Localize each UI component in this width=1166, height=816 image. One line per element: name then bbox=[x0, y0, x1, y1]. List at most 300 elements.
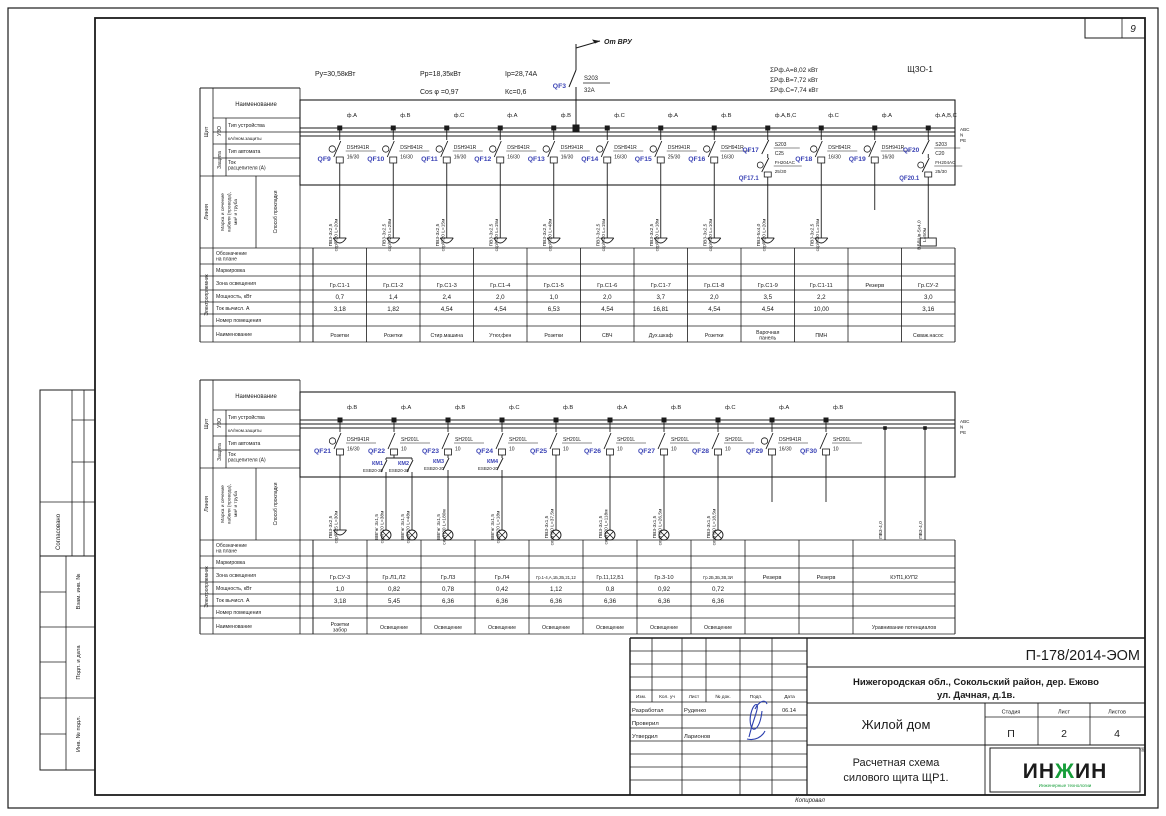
registered-mark-icon: ® bbox=[1140, 748, 1146, 754]
cable-mark-label: ВВГнг 3х1,5 bbox=[401, 513, 406, 541]
contactor-type: ESB20-20 bbox=[362, 468, 383, 473]
cell-group: Гр.3-10 bbox=[654, 575, 674, 581]
row-device-type-label: Тип устройства bbox=[228, 123, 265, 129]
project-address-line1: Нижегородская обл., Сокольский район, дер. Ежово bbox=[853, 677, 1099, 688]
row-plan-label: Обозначение на плане bbox=[216, 251, 247, 263]
cell-current: 1,82 bbox=[387, 306, 400, 313]
bus-label: ABC bbox=[960, 419, 970, 424]
thermal-element-icon bbox=[715, 449, 722, 455]
thermal-element-icon bbox=[764, 172, 771, 177]
breaker-type: DSH941R bbox=[346, 145, 370, 151]
rcd-loop-icon bbox=[597, 146, 603, 152]
cell-group: Гр.С1-8 bbox=[704, 283, 725, 289]
breaker-blade-icon bbox=[387, 141, 394, 157]
cable-mark-label: ПВ3-3х2,5 bbox=[328, 223, 334, 247]
breaker-blade-icon bbox=[820, 433, 827, 449]
logo-subtitle: Инженерные технологии bbox=[1038, 783, 1092, 788]
row-plan-label: Обозначение на плане bbox=[216, 543, 247, 555]
phase-label: ф.В bbox=[721, 113, 732, 119]
rcd-loop-icon bbox=[761, 438, 767, 444]
cable-route-label: скр/П25 L=30м bbox=[334, 510, 340, 544]
cell-power: 2,0 bbox=[495, 294, 505, 301]
cell-group: Гр.Л4 bbox=[494, 575, 510, 581]
cell-current: 6,36 bbox=[657, 598, 671, 605]
cable-route-label: скр/П20 L=18м bbox=[496, 510, 502, 544]
titleblock-col-header: Изм. bbox=[635, 695, 647, 700]
breaker-blade-icon bbox=[494, 141, 501, 157]
breaker-id: QF18 bbox=[795, 156, 813, 163]
breaker-rating: 16/30 bbox=[779, 446, 792, 453]
pe-conductor-label: ПВ3-4,0 bbox=[879, 521, 884, 539]
breaker-rating: 10 bbox=[401, 446, 407, 453]
row-name-label: Наименование bbox=[235, 102, 277, 108]
row-ka-label: кА/Iном.защиты bbox=[228, 136, 262, 141]
breaker-id: QF11 bbox=[421, 156, 438, 163]
thermal-element-icon bbox=[336, 157, 343, 163]
cell-current: 6,36 bbox=[441, 598, 455, 605]
approval-block bbox=[40, 390, 95, 556]
group-uzo-label: УЗО bbox=[217, 418, 223, 428]
thermal-element-icon bbox=[553, 449, 560, 455]
phase-sum: ΣРф.А=8,02 кВт bbox=[770, 67, 819, 74]
project-address-line2: ул. Дачная, д.1в. bbox=[936, 690, 1016, 701]
group-shield-label: Щит bbox=[204, 126, 210, 138]
bus-label: PE bbox=[960, 430, 967, 435]
cable-route-label: скр/П30 L=15м bbox=[815, 218, 821, 252]
phase-label: ф.С bbox=[509, 405, 520, 411]
phase-label: ф.В bbox=[400, 113, 411, 119]
cable-route-label: скр/П20 L=118м bbox=[604, 509, 610, 545]
cell-power: 2,0 bbox=[602, 294, 612, 301]
breaker-id: QF27 bbox=[638, 448, 655, 455]
breaker-blade-icon bbox=[708, 141, 715, 157]
thermal-element-icon bbox=[391, 449, 398, 455]
cable-mark-label: ПВ3-5х4,0 bbox=[756, 223, 762, 247]
thermal-element-icon bbox=[337, 449, 344, 455]
titleblock-col-header: № док. bbox=[715, 695, 731, 700]
thermal-element-icon bbox=[445, 449, 452, 455]
stage-label: Стадия bbox=[1001, 709, 1021, 716]
row-cname-label: Наименование bbox=[216, 332, 252, 338]
breaker-id: QF10 bbox=[367, 156, 385, 163]
row-cable-label: Марка и сечение кабеля (провода), мм² и труба bbox=[221, 484, 239, 524]
breaker-type: SH201L bbox=[401, 437, 420, 443]
role-label: Проверил bbox=[632, 721, 659, 727]
row-zone-label: Зона освещения bbox=[216, 281, 256, 287]
rcd-loop-icon bbox=[436, 146, 442, 152]
row-breaker-type-label: Тип автомата bbox=[228, 441, 261, 447]
cell-name: Розетки забор bbox=[330, 622, 350, 634]
cell-current: 3,16 bbox=[922, 306, 935, 313]
feed-source-label: От ВРУ bbox=[604, 39, 632, 46]
titleblock-col-header: Кол. уч bbox=[659, 695, 675, 700]
breaker-type: DSH941R bbox=[347, 437, 370, 443]
rcd-loop-icon bbox=[650, 146, 656, 152]
cable-mark-label: ПВ3-3х2,5 bbox=[596, 223, 602, 247]
cell-power: 0,8 bbox=[605, 586, 615, 593]
phase-label: ф.А bbox=[667, 113, 678, 119]
breaker-id: QF12 bbox=[474, 156, 492, 163]
drawing-title-line1: Расчетная схема bbox=[852, 757, 940, 769]
phase-sum: ΣРф.С=7,74 кВт bbox=[770, 87, 819, 94]
breaker-rating: 16/30 bbox=[400, 154, 413, 161]
cell-power: 1,0 bbox=[549, 294, 559, 301]
breaker-rating: С25 bbox=[774, 151, 784, 157]
breaker-type: DSH941R bbox=[721, 145, 744, 151]
breaker-rating: 16/30 bbox=[346, 154, 360, 161]
cell-power: 0,92 bbox=[657, 586, 671, 593]
cable-route-label: скр/П20 L=38м bbox=[380, 510, 386, 544]
cell-group: Гр.СУ-3 bbox=[329, 575, 351, 581]
cell-power: 3,5 bbox=[763, 294, 773, 301]
cable-route-label: скр/П20 L=15м bbox=[494, 218, 500, 252]
cell-group: Резерв bbox=[865, 283, 885, 289]
breaker-blade-icon bbox=[334, 433, 341, 449]
document-number: П-178/2014-ЭОМ bbox=[1025, 648, 1140, 664]
cable-mark-label: ПВ3-3х2,5 bbox=[649, 223, 655, 247]
cell-current: 4,54 bbox=[708, 306, 721, 313]
cable-mark-label: ПВ3-3х1,5 bbox=[653, 515, 658, 539]
design-current: Iр=28,74А bbox=[505, 71, 538, 78]
cable-route-label: скр/П20 L=20м bbox=[762, 218, 768, 252]
group-shield-label: Щит bbox=[204, 418, 210, 430]
stage-value: П bbox=[1007, 728, 1015, 740]
breaker-rating: 10 bbox=[509, 446, 515, 453]
breaker-rating: 10 bbox=[671, 446, 677, 453]
breaker-rating: 10 bbox=[455, 446, 461, 453]
incoming-rating: 32А bbox=[584, 88, 595, 94]
breaker-blade-icon bbox=[658, 433, 665, 449]
person-name: Ларионов bbox=[684, 734, 711, 740]
cell-power: 2,4 bbox=[442, 294, 452, 301]
drawing-title-line2: силового щита ЩР1. bbox=[843, 772, 949, 784]
breaker-blade-icon bbox=[815, 141, 822, 157]
breaker-id: QF16 bbox=[688, 156, 706, 163]
cable-mark-label: ПВ3-3х1,5 bbox=[599, 515, 604, 539]
phase-label: ф.А bbox=[507, 113, 518, 119]
cell-group: Гр.Л1,Л2 bbox=[382, 575, 406, 581]
row-breaker-type-label: Тип автомата bbox=[228, 149, 261, 155]
thermal-element-icon bbox=[661, 449, 668, 455]
cell-group: Резерв bbox=[816, 575, 836, 581]
phase-label: ф.В bbox=[455, 405, 466, 411]
bus-label: PE bbox=[960, 138, 967, 143]
cable-route-label: скр/П20 L=28м bbox=[387, 218, 393, 252]
bus-label: N bbox=[960, 424, 964, 430]
cell-group: Гр.С1-9 bbox=[757, 283, 778, 289]
cell-name: Освещение bbox=[596, 625, 624, 631]
breaker-rating: С20 bbox=[935, 151, 945, 157]
cell-name: Розетки bbox=[544, 333, 564, 339]
phase-label: ф.В bbox=[671, 405, 682, 411]
cell-name: Утюг,фен bbox=[489, 333, 512, 339]
breaker-id: QF28 bbox=[692, 448, 709, 455]
rcd-type: FH204AC bbox=[774, 160, 795, 165]
breaker-type: SH201L bbox=[833, 437, 852, 443]
pe-conductor-label: ПВ3-4,0 bbox=[919, 521, 924, 539]
breaker-id: QF30 bbox=[800, 448, 817, 455]
breaker-blade-icon bbox=[442, 433, 449, 449]
row-device-type-label: Тип устройства bbox=[228, 415, 265, 421]
cell-current: 6,36 bbox=[711, 598, 725, 605]
cell-current: 16,81 bbox=[653, 306, 669, 313]
thermal-element-icon bbox=[823, 449, 830, 455]
rcd-type: FH204AC bbox=[935, 160, 956, 165]
rcd-id: QF20.1 bbox=[899, 176, 920, 182]
cell-current: 5,45 bbox=[387, 598, 401, 605]
contactor-id: КМ1 bbox=[372, 461, 383, 467]
cell-group: Гр.С1-11 bbox=[809, 283, 833, 289]
cable-mark-label: ПВ3-3х2,5 bbox=[542, 223, 548, 247]
cell-name: Освещение bbox=[380, 625, 408, 631]
rcd-loop-icon bbox=[329, 146, 335, 152]
row-room-label: Номер помещения bbox=[216, 610, 262, 616]
cell-name: Варочная панель bbox=[756, 330, 780, 342]
cable-mark-label: ПВ3-3х2,5 bbox=[489, 223, 495, 247]
bus-label: ABC bbox=[960, 127, 970, 132]
cell-power: 2,2 bbox=[816, 294, 826, 301]
breaker-blade-icon bbox=[762, 158, 769, 172]
breaker-id: QF20 bbox=[902, 147, 920, 154]
breaker-blade-icon bbox=[922, 158, 929, 172]
cable-route-label: скр/П20 L=48м bbox=[548, 218, 554, 252]
phase-label: ф.В bbox=[563, 405, 574, 411]
cell-name: ПМН bbox=[815, 333, 828, 339]
cell-power: 3,7 bbox=[656, 294, 666, 301]
margin-stamp-label: Подп. и дата bbox=[76, 645, 82, 680]
row-method-label: Способ прокладки bbox=[273, 190, 279, 234]
breaker-type: SH201L bbox=[509, 437, 528, 443]
breaker-rating: 16/30 bbox=[560, 154, 574, 161]
row-zone-label: Зона освещения bbox=[216, 573, 256, 579]
cell-name: Стир.машина bbox=[430, 333, 464, 339]
breaker-id: QF14 bbox=[581, 156, 599, 163]
thermal-element-icon bbox=[607, 449, 614, 455]
breaker-type: DSH941R bbox=[400, 145, 423, 151]
breaker-type: SH201L bbox=[563, 437, 582, 443]
cell-power: 0,78 bbox=[441, 586, 455, 593]
cell-current: 4,54 bbox=[494, 306, 507, 313]
cell-name: Освещение bbox=[650, 625, 678, 631]
cell-group: Резерв bbox=[762, 575, 782, 581]
incoming-type: S203 bbox=[584, 76, 599, 82]
group-protection-label: Защита bbox=[217, 151, 223, 169]
signature-scribble bbox=[747, 701, 767, 739]
cell-name: Скваж.насос bbox=[913, 333, 944, 339]
cell-power: 0,72 bbox=[711, 586, 725, 593]
cell-name: Освещение bbox=[488, 625, 516, 631]
breaker-type: DSH941R bbox=[667, 145, 691, 151]
thermal-element-icon bbox=[818, 157, 825, 163]
cable-route-label: скр/П20 L=37,5м bbox=[550, 508, 556, 546]
phase-label: ф.С bbox=[725, 405, 736, 411]
titleblock-col-header: Подп. bbox=[749, 695, 763, 700]
phase-label: ф.А,В,С bbox=[774, 113, 797, 119]
breaker-type: DSH941R bbox=[453, 145, 477, 151]
breaker-blade-icon bbox=[334, 141, 341, 157]
margin-stamp-label: Инв. № подл. bbox=[76, 715, 82, 753]
cell-power: 1,0 bbox=[335, 586, 345, 593]
cell-name: Освещение bbox=[542, 625, 570, 631]
breaker-rating: 16/30 bbox=[614, 154, 627, 161]
cable-mark-label: ПВ3-3х2,5 bbox=[810, 223, 816, 247]
row-trip-label: Ток расцепителя (А) bbox=[228, 452, 266, 464]
breaker-type: SH201L bbox=[455, 437, 474, 443]
cable-route-label: скр/П20 L=20м bbox=[334, 218, 340, 252]
cell-group: Гр.С1-5 bbox=[543, 283, 564, 289]
group-protection-label: Защита bbox=[217, 443, 223, 461]
cell-name: Уравнивание потенциалов bbox=[871, 625, 937, 631]
cell-power: 0,82 bbox=[387, 586, 401, 593]
phase-label: ф.А bbox=[881, 113, 892, 119]
phase-label: ф.А bbox=[617, 405, 628, 411]
row-power-label: Мощность, кВт bbox=[216, 586, 252, 592]
breaker-blade-icon bbox=[655, 141, 662, 157]
breaker-id: QF13 bbox=[527, 156, 545, 163]
cell-power: 0,42 bbox=[495, 586, 509, 593]
cell-group: Гр.11,12,Б1 bbox=[596, 575, 624, 581]
cell-group: Гр.С1-6 bbox=[597, 283, 618, 289]
breaker-rating: 16/30 bbox=[881, 154, 895, 161]
row-current-label: Ток вычисл. А bbox=[216, 598, 250, 604]
thermal-element-icon bbox=[550, 157, 557, 163]
cell-power: 1,4 bbox=[388, 294, 398, 301]
cell-power: 2,0 bbox=[709, 294, 719, 301]
phase-label: ф.А bbox=[401, 405, 412, 411]
thermal-element-icon bbox=[604, 157, 611, 163]
cable-mark-label: ВВГнг 3х1,5 bbox=[437, 513, 442, 541]
cable-route-label: L=50м bbox=[922, 227, 928, 243]
phase-label: ф.В bbox=[833, 405, 844, 411]
phase-label: ф.С bbox=[828, 113, 839, 119]
breaker-id: QF24 bbox=[476, 448, 493, 455]
row-ka-label: кА/Iном.защиты bbox=[228, 428, 262, 433]
breaker-rating: 16/30 bbox=[828, 154, 841, 161]
rcd-loop-icon bbox=[811, 146, 817, 152]
phase-label: ф.А bbox=[779, 405, 790, 411]
cell-current: 6,36 bbox=[495, 598, 509, 605]
row-marking-label: Маркировка bbox=[216, 268, 246, 274]
breaker-type: S203 bbox=[935, 142, 947, 148]
role-label: Утвердил bbox=[632, 734, 658, 740]
thermal-element-icon bbox=[769, 449, 776, 455]
cable-mark-label: ПВ3-3х1,5 bbox=[545, 515, 550, 539]
breaker-blade-icon bbox=[869, 141, 876, 157]
cable-mark-label: ПВ3-3х2,5 bbox=[382, 223, 388, 247]
rcd-rating: 25/30 bbox=[774, 169, 787, 174]
row-room-label: Номер помещения bbox=[216, 318, 262, 324]
cable-mark-label: ПВ3-3х2,5 bbox=[435, 223, 441, 247]
cell-current: 4,54 bbox=[761, 306, 774, 313]
breaker-blade-icon bbox=[604, 433, 611, 449]
date-value: 06.14 bbox=[782, 708, 796, 714]
cell-group: Гр.СУ-2 bbox=[918, 283, 939, 289]
breaker-rating: 16/30 bbox=[507, 154, 520, 161]
breaker-type: DSH941R bbox=[779, 437, 802, 443]
group-uzo-label: УЗО bbox=[217, 126, 223, 136]
breaker-type: DSH941R bbox=[881, 145, 905, 151]
cable-route-label: скр/П20 L=26,5м bbox=[658, 508, 664, 546]
cable-route-label: скр/П20 L=10м bbox=[708, 218, 714, 252]
demand-factor: Кс=0,6 bbox=[505, 89, 527, 96]
breaker-id: QF22 bbox=[368, 448, 385, 455]
object-name: Жилой дом bbox=[861, 717, 931, 732]
breaker-id: QF26 bbox=[584, 448, 601, 455]
rcd-loop-icon bbox=[918, 162, 924, 168]
phase-sum: ΣРф.В=7,72 кВт bbox=[770, 77, 819, 84]
contactor-id: КМ2 bbox=[398, 461, 409, 467]
cable-route-label: скр/П20 L=15м bbox=[441, 218, 447, 252]
thermal-element-icon bbox=[443, 157, 450, 163]
cable-route-label: скр/П20 L=18,5м bbox=[712, 508, 718, 546]
breaker-rating: 16/30 bbox=[721, 154, 734, 161]
phase-label: ф.С bbox=[453, 113, 465, 119]
cable-route-label: скр/П20 L=18м bbox=[655, 218, 661, 252]
person-name: Руденко bbox=[684, 708, 707, 714]
cell-group: КУП1,КУП2 bbox=[890, 575, 918, 581]
cell-current: 6,36 bbox=[549, 598, 563, 605]
rcd-loop-icon bbox=[757, 162, 763, 168]
cell-name: Освещение bbox=[704, 625, 732, 631]
breaker-blade-icon bbox=[766, 433, 773, 449]
breaker-rating: 10 bbox=[725, 446, 731, 453]
contactor-id: КМ3 bbox=[433, 459, 444, 465]
stamp-block bbox=[40, 556, 95, 770]
breaker-blade-icon bbox=[496, 433, 503, 449]
row-cable-label: Марка и сечение кабеля (провода), мм² и труба bbox=[221, 192, 239, 232]
breaker-blade-icon bbox=[569, 70, 576, 87]
breaker-blade-icon bbox=[762, 140, 769, 154]
bus-tap-icon bbox=[573, 125, 580, 132]
row-current-label: Ток вычисл. А bbox=[216, 306, 250, 312]
thermal-element-icon bbox=[711, 157, 718, 163]
cell-name: Розетки bbox=[330, 333, 350, 339]
thermal-element-icon bbox=[499, 449, 506, 455]
phase-label: ф.А bbox=[346, 113, 357, 119]
breaker-rating: 10 bbox=[833, 446, 839, 453]
sheets-label: Листов bbox=[1108, 709, 1126, 716]
contactor-type: ESB20-20 bbox=[388, 468, 409, 473]
cell-group: Гр.С1-3 bbox=[436, 283, 457, 289]
cable-mark-label: ВБбШв-5х4,0 bbox=[917, 220, 923, 250]
rcd-loop-icon bbox=[704, 146, 710, 152]
thermal-element-icon bbox=[390, 157, 397, 163]
breaker-id: QF25 bbox=[530, 448, 547, 455]
rcd-loop-icon bbox=[329, 438, 335, 444]
cable-mark-label: ПВ3-3х2,5 bbox=[329, 515, 334, 539]
margin-stamp-label: Взам. инв. № bbox=[76, 573, 82, 610]
group-consumer-label: Электроприемник bbox=[204, 566, 210, 608]
rcd-loop-icon bbox=[383, 146, 389, 152]
rcd-id: QF17.1 bbox=[738, 176, 759, 182]
breaker-rating: 10 bbox=[617, 446, 623, 453]
cell-group: Гр.С1-1 bbox=[329, 283, 350, 289]
role-label: Разработал bbox=[632, 708, 664, 714]
company-logo: ИНЖИН bbox=[1022, 760, 1108, 783]
phase-label: ф.С bbox=[614, 113, 625, 119]
bus-label: N bbox=[960, 132, 964, 138]
cable-mark-label: ВВГнг 3х1,5 bbox=[375, 513, 380, 541]
rcd-loop-icon bbox=[543, 146, 549, 152]
breaker-blade-icon bbox=[548, 141, 555, 157]
breaker-blade-icon bbox=[388, 433, 395, 449]
cable-route-label: скр/П20 L=15м bbox=[601, 218, 607, 252]
row-method-label: Способ прокладки bbox=[273, 482, 279, 526]
cell-current: 10,00 bbox=[813, 306, 829, 313]
cell-current: 6,53 bbox=[547, 306, 560, 313]
cable-route-label: скр/П20 L=48м bbox=[406, 510, 412, 544]
cell-current: 4,54 bbox=[601, 306, 614, 313]
